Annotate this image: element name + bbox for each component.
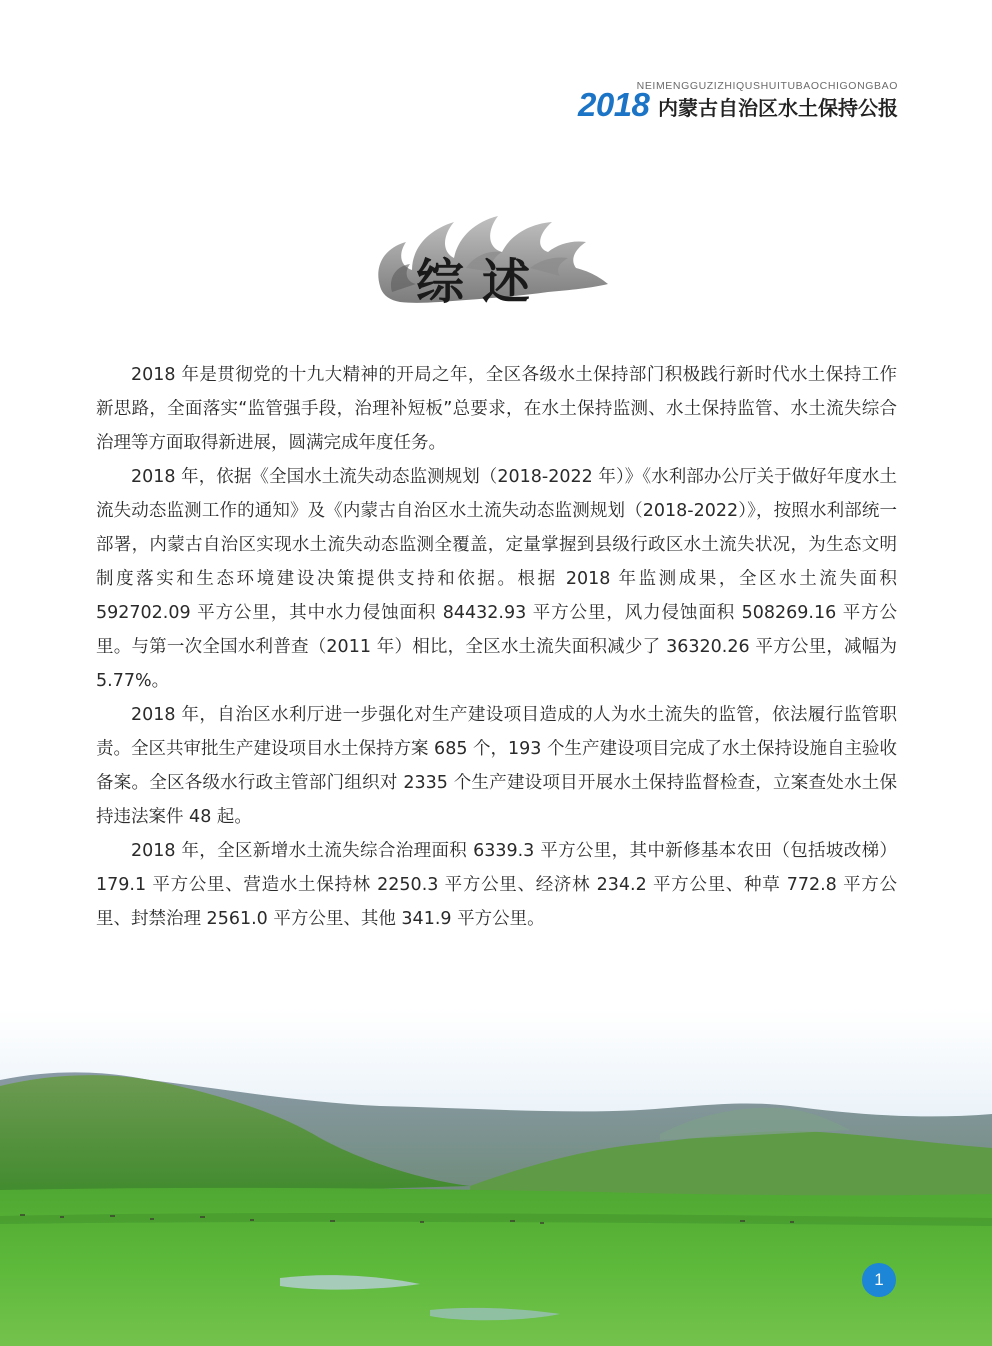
header-title: 内蒙古自治区水土保持公报 (658, 96, 898, 120)
header-pinyin: NEIMENGGUZIZHIQUSHUITUBAOCHIGONGBAO (636, 80, 898, 92)
paragraph-intro: 2018 年是贯彻党的十九大精神的开局之年，全区各级水土保持部门积极践行新时代水土保持工作新思路，全面落实“监管强手段，治理补短板”总要求，在水土保持监测、水土保持监管、水土流失综合治理等方面取得新进展，圆满完成年度任务。 (96, 365, 897, 453)
page-number-badge: 1 (862, 1263, 896, 1297)
paragraph-supervision: 2018 年，自治区水利厅进一步强化对生产建设项目造成的人为水土流失的监管，依法履行监管职责。全区共审批生产建设项目水土保持方案 685 个，193 个生产建设项目完成了水土保持设施自主验收备案。全区各级水行政主管部门组织对 2335 个生产建设项目开展水土保持监督检查，立案查处水土保持违法案件 48 起。 (96, 705, 897, 827)
paragraph-monitoring: 2018 年，依据《全国水土流失动态监测规划（2018-2022 年）》《水利部办公厅关于做好年度水土流失动态监测工作的通知》及《内蒙古自治区水土流失动态监测规划（2018-2022）》，按照水利部统一部署，内蒙古自治区实现水土流失动态监测全覆盖，定量掌握到县级行政区水土流失状况，为生态文明制度落实和生态环境建设决策提供支持和依据。根据 2018 年监测成果，全区水土流失面积 592702.09 平方公里，其中水力侵蚀面积 84432.93 平方公里，风力侵蚀面积 508269.16 平方公里。与第一次全国水利普查（2011 年）相比，全区水土流失面积减少了 36320.26 平方公里，减幅为 5.77%。 (96, 467, 897, 691)
grassland-landscape-image (0, 1010, 992, 1346)
section-title: 综述 (416, 254, 549, 310)
section-heading (370, 208, 620, 328)
paragraph-treatment: 2018 年，全区新增水土流失综合治理面积 6339.3 平方公里，其中新修基本农田（包括坡改梯）179.1 平方公里、营造水土保持林 2250.3 平方公里、经济林 234.2 平方公里、种草 772.8 平方公里、封禁治理 2561.0 平方公里、其他 341.9 平方公里。 (96, 841, 897, 929)
body-text (96, 358, 897, 936)
header-year: 2018 (578, 86, 650, 123)
report-header (578, 80, 898, 124)
